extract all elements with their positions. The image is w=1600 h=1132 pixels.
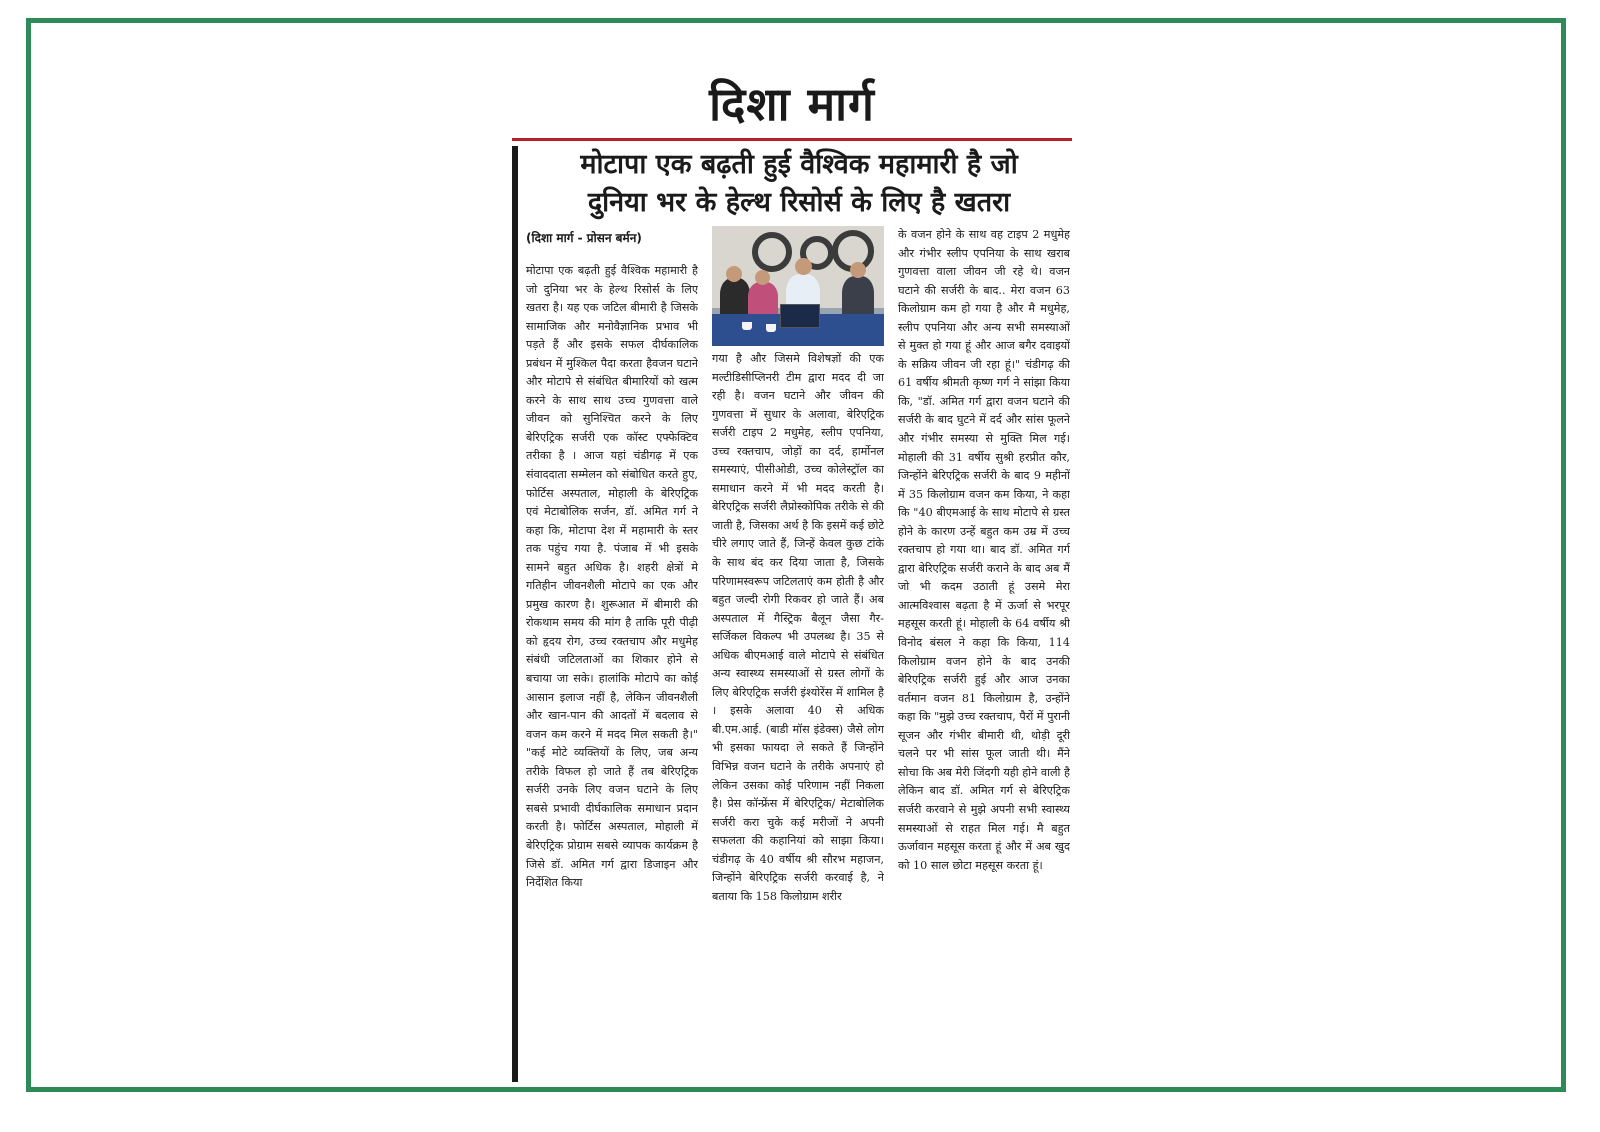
person-4: [842, 276, 874, 318]
headline-line-2: दुनिया भर के हेल्थ रिसोर्स के लिए है खतरा: [587, 187, 1011, 218]
masthead-title: दिशा मार्ग: [709, 77, 875, 131]
article-sidebar-bar: [512, 146, 518, 1082]
person-1: [720, 278, 750, 318]
person-4-head: [850, 262, 866, 278]
article-column-1: मोटापा एक बढ़ती हुई वैश्विक महामारी है जो दुनिया भर के हेल्थ रिसोर्स के लिए खतरा है। यह एक जटिल बीमारी है जिसके सामाजिक और मनोवैज्ञानिक प्रभाव भी पड़ते हैं और इसके सफल दीर्घकालिक प्रबंधन में मुश्किल पैदा करता हैवजन घटाने और मोटापे से संबंधित बीमारियों को खत्म करने के साथ साथ उच्च गुणवत्ता वाले जीवन को सुनिश्चित करने के लिए बेरिएट्रिक सर्जरी एक कॉस्ट एफ्फेक्टिव तरीका है । आज यहां चंडीगढ़ में एक संवाददाता सम्मेलन को संबोधित करते हुए, फोर्टिस अस्पताल, मोहाली के बेरिएट्रिक एवं मेटाबोलिक सर्जन, डॉ. अमित गर्ग ने कहा कि, मोटापा देश में महामारी के स्तर तक पहुंच गया है. पंजाब में भी इसके सामने बहुत अधिक है। शहरी क्षेत्रों मे गतिहीन जीवनशैली मोटापे का एक और प्रमुख कारण है। शुरूआत में बीमारी की रोकथाम समय की मांग है ताकि पूरी पीढ़ी को हृदय रोग, उच्च रक्तचाप और मधुमेह संबंधी जटिलताओं का शिकार होने से बचाया जा सके। हालांकि मोटापे का कोई आसान इलाज नहीं है, लेकिन जीवनशैली और खान-पान की आदतों में बदलाव से वजन कम करने में मदद मिल सकती है।" "कई मोटे व्यक्तियों के लिए, जब अन्य तरीके विफल हो जाते हैं तब बेरिएट्रिक सर्जरी उनके लिए वजन घटाने के लिए सबसे प्रभावी दीर्घकालिक समाधान प्रदान करती है। फोर्टिस अस्पताल, मोहाली में बेरिएट्रिक प्रोग्राम सबसे व्यापक कार्यक्रम है जिसे डॉ. अमित गर्ग द्वारा डिजाइन और निर्देशित किया: [526, 264, 698, 890]
person-2: [748, 282, 778, 318]
laptop: [780, 304, 820, 328]
masthead-rule: [512, 138, 1072, 141]
person-2-head: [755, 270, 770, 285]
masthead: [512, 74, 1072, 138]
headline-line-1: मोटापा एक बढ़ती हुई वैश्विक महामारी है जो: [580, 149, 1018, 180]
press-conference-photo: [712, 226, 884, 346]
cup: [742, 322, 752, 330]
person-1-head: [726, 266, 742, 282]
backdrop-swirl: [752, 232, 792, 272]
article-byline: (दिशा मार्ग - प्रोसन बर्मन): [526, 231, 642, 245]
cup: [766, 324, 776, 332]
person-3-head: [795, 258, 812, 275]
newspaper-clipping: [512, 74, 1072, 1086]
article-column-2: गया है और जिसमे विशेषज्ञों की एक मल्टीडिसीप्लिनरी टीम द्वारा मदद दी जा रही है। वजन घटाने और जीवन की गुणवत्ता में सुधार के अलावा, बेरिएट्रिक सर्जरी टाइप 2 मधुमेह, स्लीप एपनिया, उच्च रक्तचाप, जोड़ों का दर्द, हार्मोनल समस्याएं, पीसीओडी, उच्च कोलेस्ट्रॉल का समाधान करने में भी मदद करती है। बेरिएट्रिक सर्जरी लैप्रोस्कोपिक तरीके से की जाती है, जिसका अर्थ है कि इसमें कई छोटे चीरे लगाए जाते हैं, जिन्हें केवल कुछ टांके के साथ बंद कर दिया जाता है, जिसके परिणामस्वरूप जटिलताएं कम होती है और बहुत जल्दी रोगी रिकवर हो जाते हैं। अब अस्पताल में गैस्ट्रिक बैलून जैसा गैर-सर्जिकल विकल्प भी उपलब्ध है। 35 से अधिक बीएमआई वाले मोटापे से संबंधित अन्य स्वास्थ्य समस्याओं से ग्रस्त लोगों के लिए बेरिएट्रिक सर्जरी इंश्योरेंस में शामिल है । इसके अलावा 40 से अधिक बी.एम.आई. (बाडी मॉस इंडेक्स) जैसे लोग भी इसका फायदा ले सकते हैं जिन्होंने विभिन्न वजन घटाने के तरीके अपनाएं हो लेकिन उसका कोई परिणाम नहीं निकला है। प्रेस कॉन्फ्रेंस में बेरिएट्रिक/ मेटाबोलिक सर्जरी करा चुके कई मरीजों ने अपनी सफलता की कहानियां को साझा किया। चंडीगढ़ के 40 वर्षीय श्री सौरभ महाजन, जिन्होंने बेरिएट्रिक सर्जरी करवाई है, ने बताया कि 158 किलोग्राम शरीर: [712, 352, 884, 903]
article-headline: [526, 146, 1072, 222]
article-column-3: के वजन होने के साथ वह टाइप 2 मधुमेह और गंभीर स्लीप एपनिया के साथ खराब गुणवत्ता वाला जीवन जी रहे थे। वजन घटाने की सर्जरी के बाद.. मेरा वजन 63 किलोग्राम कम हो गया है और मै मधुमेह, स्लीप एपनिया और अन्य सभी समस्याओं से मुक्त हो गया हूं और आज बगैर दवाइयों के सक्रिय जीवन जी रहा हूं।" चंडीगढ़ की 61 वर्षीय श्रीमती कृष्ण गर्ग ने सांझा किया कि, "डॉ. अमित गर्ग द्वारा वजन घटाने की सर्जरी के बाद घुटने में दर्द और सांस फूलने और गंभीर समस्या से मुक्ति मिल गई। मोहाली की 31 वर्षीय सुश्री हरप्रीत कौर, जिन्होंने बेरिएट्रिक सर्जरी के बाद 9 महीनों में 35 किलोग्राम वजन कम किया, ने कहा कि "40 बीएमआई के साथ मोटापे से ग्रस्त होने के कारण उन्हें बहुत कम उम्र में उच्च रक्तचाप हो गया था। बाद डॉ. अमित गर्ग द्वारा बेरिएट्रिक सर्जरी कराने के बाद अब मैं जो भी कदम उठाती हूं उसमे मेरा आत्मविश्वास बढ़ता है में ऊर्जा से भरपूर महसूस करती हूं। मोहाली के 64 वर्षीय श्री विनोद बंसल ने कहा कि किया, 114 किलोग्राम वजन होने के बाद उनकी बेरिएट्रिक सर्जरी हुई और आज उनका वर्तमान वजन 81 किलोग्राम है, उन्होंने कहा कि "मुझे उच्च रक्तचाप, पैरों में पुरानी सूजन और गंभीर बीमारी थी, थोड़ी दूरी चलने पर भी सांस फूल जाती थी। मैंने सोचा कि अब मेरी जिंदगी यही होने वाली है लेकिन बाद डॉ. अमित गर्ग से बेरिएट्रिक सर्जरी करवाने से मुझे अपनी सभी स्वास्थ्य समस्याओं से राहत मिल गई। मै बहुत ऊर्जावान महसूस करता हूं और में अब खुद को 10 साल छोटा महसूस करता हूं।: [898, 228, 1070, 872]
